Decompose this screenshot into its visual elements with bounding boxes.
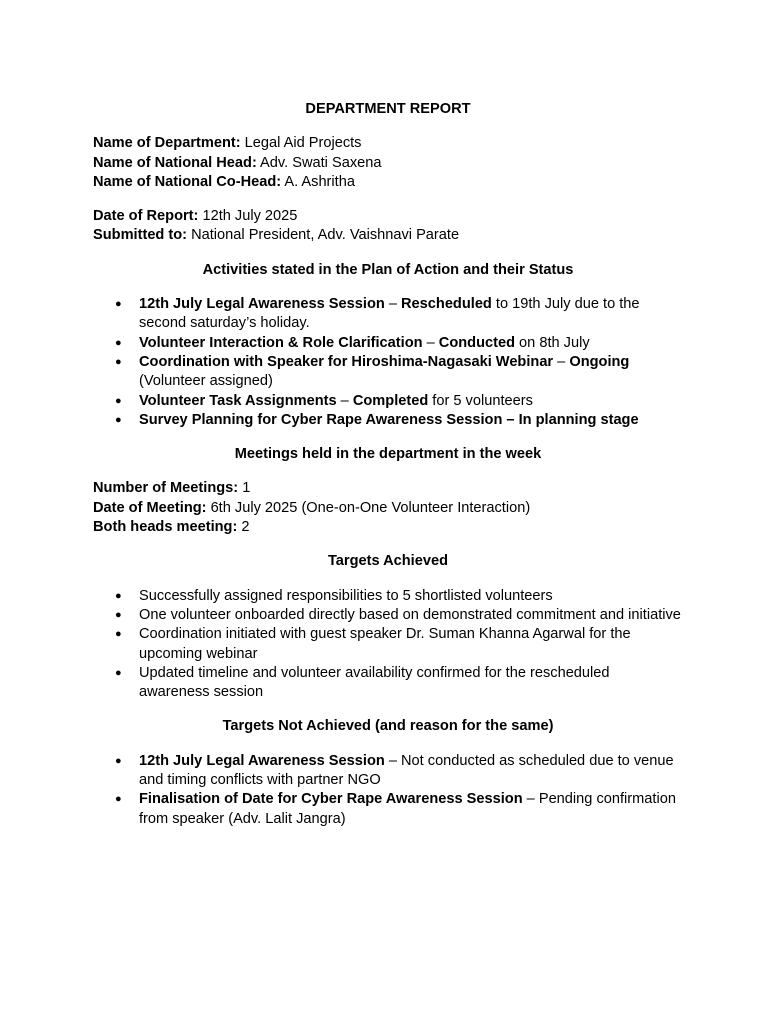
targets-not-achieved-list xyxy=(93,752,683,829)
activity-status: In planning stage xyxy=(518,411,639,428)
bullet-icon: ● xyxy=(115,608,122,621)
list-item xyxy=(93,295,683,334)
list-item xyxy=(93,625,683,664)
list-item-text: Successfully assigned responsibilities to 5 shortlisted volunteers xyxy=(139,587,553,604)
field-value: Adv. Swati Saxena xyxy=(256,154,382,171)
department-info xyxy=(93,134,683,192)
targets-not-achieved-heading: Targets Not Achieved (and reason for the same) xyxy=(222,718,554,735)
field-value: 6th July 2025 (One-on-One Volunteer Interaction) xyxy=(206,499,531,516)
field-label: Name of Department: xyxy=(93,135,241,152)
field-value: 2 xyxy=(237,519,250,536)
activity-name: Volunteer Interaction & Role Clarification xyxy=(139,334,423,351)
number-of-meetings-field xyxy=(93,479,683,498)
activity-name: 12th July Legal Awareness Session xyxy=(139,296,385,313)
separator: – xyxy=(384,296,402,313)
list-item xyxy=(93,606,683,625)
activities-list xyxy=(93,295,683,430)
bullet-icon: ● xyxy=(115,754,122,767)
bullet-icon: ● xyxy=(115,394,122,407)
submitted-to-field xyxy=(93,226,683,245)
list-item xyxy=(93,752,683,791)
national-co-head-field xyxy=(93,173,683,192)
field-label: Date of Meeting: xyxy=(93,499,207,516)
activity-name: Survey Planning for Cyber Rape Awareness Session xyxy=(139,411,503,428)
list-item-text: Updated timeline and volunteer availability confirmed for the rescheduled awareness session xyxy=(139,664,610,701)
list-item-text: One volunteer onboarded directly based on demonstrated commitment and initiative xyxy=(139,606,681,623)
list-item xyxy=(93,664,683,703)
field-label: Name of National Head: xyxy=(93,154,257,171)
field-label: Number of Meetings: xyxy=(93,480,239,497)
report-title: DEPARTMENT REPORT xyxy=(305,101,471,117)
meetings-heading: Meetings held in the department in the week xyxy=(234,446,542,463)
date-of-meeting-field xyxy=(93,499,683,518)
field-label: Date of Report: xyxy=(93,208,199,225)
list-item xyxy=(93,587,683,606)
separator: – xyxy=(553,353,570,370)
bullet-icon: ● xyxy=(115,628,122,641)
field-label: Submitted to: xyxy=(93,227,188,244)
activity-status: Conducted xyxy=(438,334,515,351)
field-value: Legal Aid Projects xyxy=(240,135,362,152)
field-value: National President, Adv. Vaishnavi Parate xyxy=(187,227,460,244)
activity-status: Ongoing xyxy=(569,353,630,370)
separator: – xyxy=(502,411,519,428)
report-page xyxy=(93,100,683,829)
activity-note: on 8th July xyxy=(515,334,590,351)
both-heads-meeting-field xyxy=(93,518,683,537)
target-name: 12th July Legal Awareness Session xyxy=(139,752,385,769)
activity-name: Coordination with Speaker for Hiroshima-Nagasaki Webinar xyxy=(139,353,554,370)
list-item xyxy=(93,411,683,430)
target-name: Finalisation of Date for Cyber Rape Awareness Session xyxy=(139,791,523,808)
bullet-icon: ● xyxy=(115,355,122,368)
bullet-icon: ● xyxy=(115,336,122,349)
target-reason: – Not conducted as scheduled due to venue and timing conflicts with partner NGO xyxy=(139,752,674,789)
activity-status: Rescheduled xyxy=(401,296,492,313)
field-value: 12th July 2025 xyxy=(198,208,298,225)
bullet-icon: ● xyxy=(115,589,122,602)
bullet-icon: ● xyxy=(115,666,122,679)
activity-status: Completed xyxy=(352,392,429,409)
report-info xyxy=(93,207,683,246)
list-item xyxy=(93,392,683,411)
activity-note: for 5 volunteers xyxy=(428,392,533,409)
list-item xyxy=(93,334,683,353)
activity-note: to 19th July due to the second saturday’s holiday. xyxy=(139,296,640,332)
bullet-icon: ● xyxy=(115,413,122,426)
list-item xyxy=(93,353,683,392)
targets-achieved-list xyxy=(93,587,683,703)
list-item-text: Coordination initiated with guest speaker Dr. Suman Khanna Agarwal for the upcoming webinar xyxy=(139,626,631,662)
activity-note: (Volunteer assigned) xyxy=(139,373,273,390)
field-label: Name of National Co-Head: xyxy=(93,173,282,190)
activities-heading: Activities stated in the Plan of Action and their Status xyxy=(202,261,574,278)
separator: – xyxy=(336,392,353,409)
field-value: 1 xyxy=(238,480,251,497)
targets-achieved-heading: Targets Achieved xyxy=(327,553,449,570)
department-field xyxy=(93,134,683,153)
separator: – xyxy=(422,334,439,351)
list-item xyxy=(93,790,683,829)
meetings-info xyxy=(93,479,683,537)
national-head-field xyxy=(93,154,683,173)
target-reason: – Pending confirmation from speaker (Adv. Lalit Jangra) xyxy=(139,791,676,827)
activity-name: Volunteer Task Assignments xyxy=(139,392,337,409)
field-value: A. Ashritha xyxy=(281,173,355,190)
bullet-icon: ● xyxy=(115,793,122,806)
bullet-icon: ● xyxy=(115,298,122,311)
field-label: Both heads meeting: xyxy=(93,519,238,536)
date-of-report-field xyxy=(93,207,683,226)
